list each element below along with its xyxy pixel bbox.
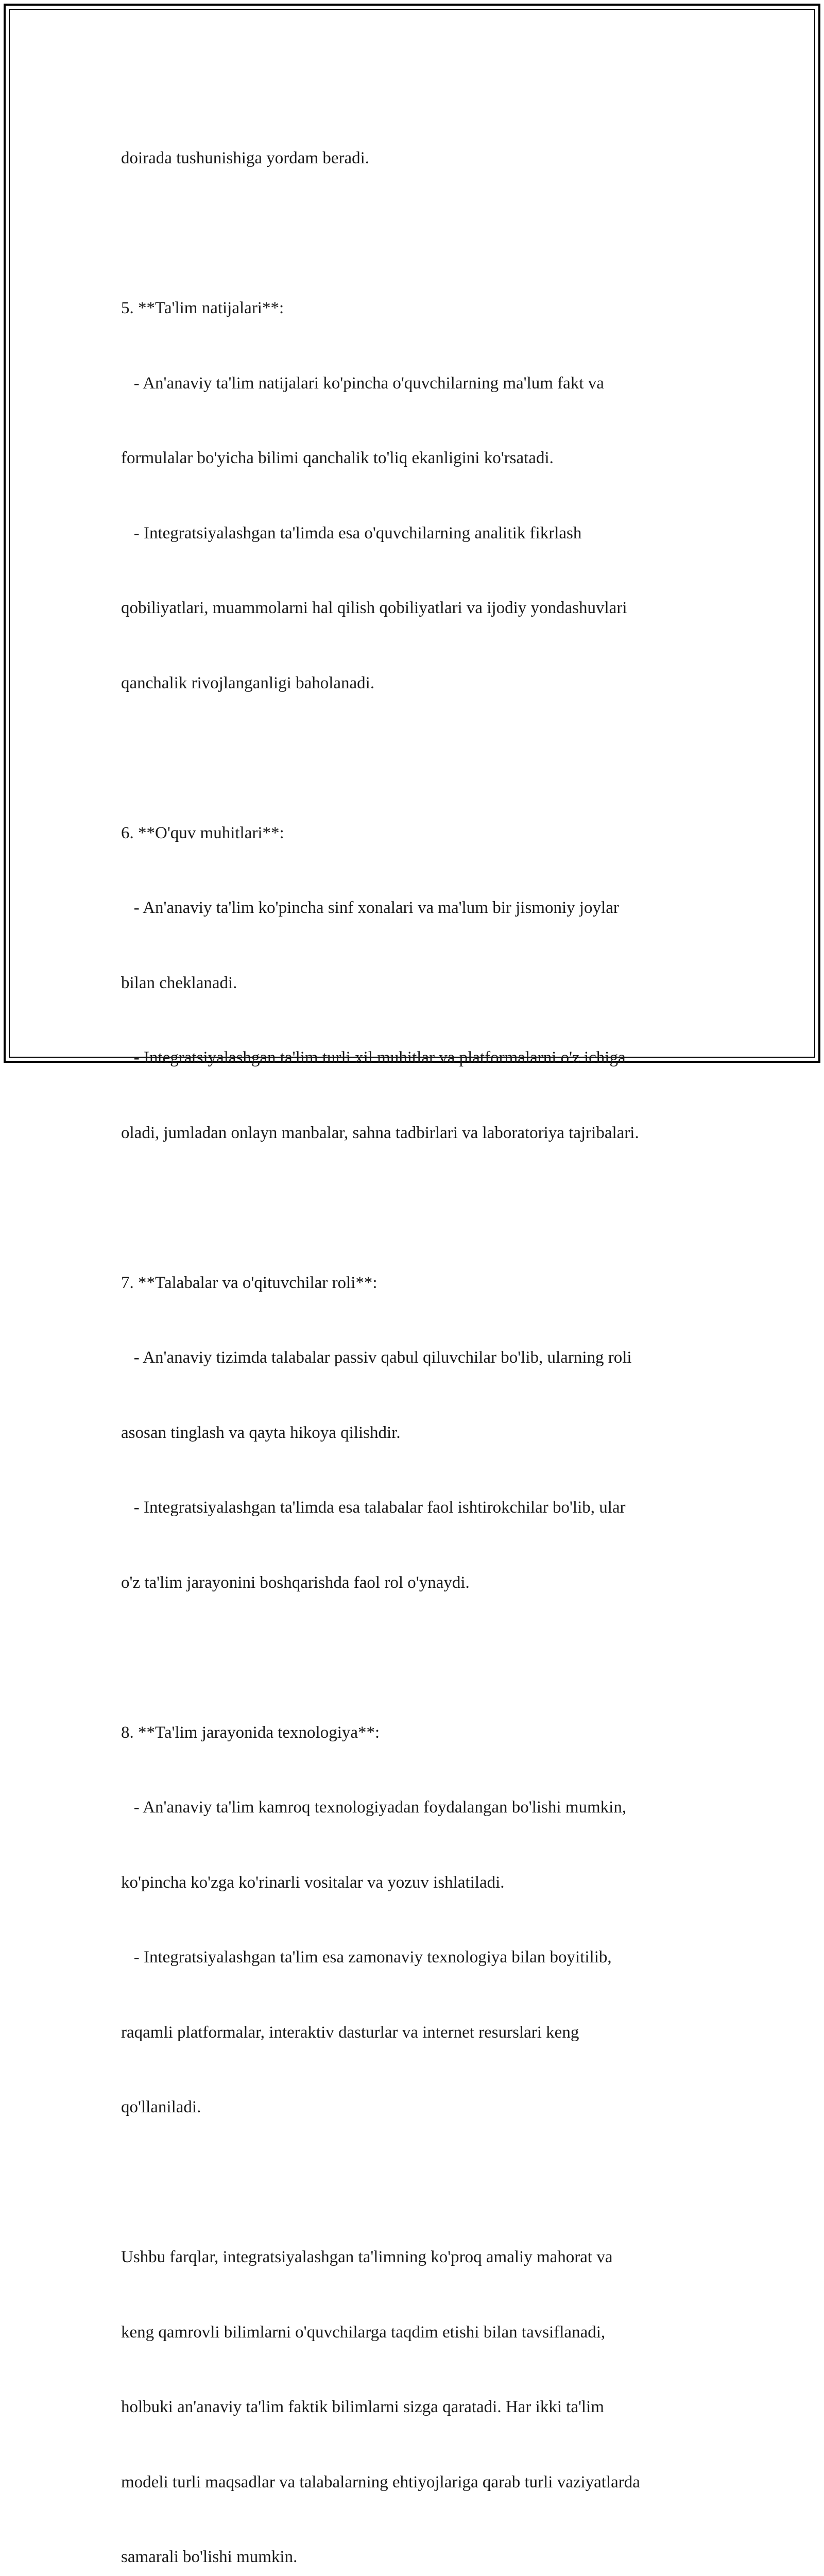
text-line: asosan tinglash va qayta hikoya qilishdir. xyxy=(121,1423,401,1442)
text-line xyxy=(121,221,718,246)
section-heading: 8. **Ta'lim jarayonida texnologiya**: xyxy=(121,1723,380,1742)
text-line: qobiliyatlari, muammolarni hal qilish qobiliyatlari va ijodiy yondashuvlari xyxy=(121,599,627,617)
text-line: qanchalik rivojlanganligi baholanadi. xyxy=(121,673,375,692)
text-line: samarali bo'lishi mumkin. xyxy=(121,2548,298,2566)
text-line: - Integratsiyalashgan ta'limda esa talabalar faol ishtirokchilar bo'lib, ular xyxy=(121,1498,626,1517)
document-body xyxy=(121,96,718,2576)
text-line: Ushbu farqlar, integratsiyalashgan ta'limning ko'proq amaliy mahorat va xyxy=(121,2248,613,2266)
text-line: - An'anaviy ta'lim ko'pincha sinf xonalari va ma'lum bir jismoniy joylar xyxy=(121,899,619,917)
text-line xyxy=(121,1645,718,1670)
section-heading: 7. **Talabalar va o'qituvchilar roli**: xyxy=(121,1273,377,1292)
text-line: - An'anaviy ta'lim kamroq texnologiyadan foydalangan bo'lishi mumkin, xyxy=(121,1798,627,1817)
text-line: bilan cheklanadi. xyxy=(121,973,237,992)
text-line: - Integratsiyalashgan ta'lim esa zamonaviy texnologiya bilan boyitilib, xyxy=(121,1948,612,1967)
text-line: - An'anaviy tizimda talabalar passiv qabul qiluvchilar bo'lib, ularning roli xyxy=(121,1348,632,1367)
text-line: keng qamrovli bilimlarni o'quvchilarga taqdim etishi bilan tavsiflanadi, xyxy=(121,2323,606,2342)
text-line: formulalar bo'yicha bilimi qanchalik to'liq ekanligini ko'rsatadi. xyxy=(121,449,554,467)
section-heading: 6. **O'quv muhitlari**: xyxy=(121,823,284,842)
text-line: doirada tushunishiga yordam beradi. xyxy=(121,149,370,167)
section-heading: 5. **Ta'lim natijalari**: xyxy=(121,299,284,317)
text-line xyxy=(121,1195,718,1221)
text-line: o'z ta'lim jarayonini boshqarishda faol rol o'ynaydi. xyxy=(121,1573,470,1592)
text-line: raqamli platformalar, interaktiv dasturlar va internet resurslari keng xyxy=(121,2023,579,2042)
text-line: ko'pincha ko'zga ko'rinarli vositalar va yozuv ishlatiladi. xyxy=(121,1873,505,1892)
text-line: - Integratsiyalashgan ta'limda esa o'quvchilarning analitik fikrlash xyxy=(121,523,582,543)
text-line: modeli turli maqsadlar va talabalarning ehtiyojlariga qarab turli vaziyatlarda xyxy=(121,2472,640,2492)
text-line: qo'llaniladi. xyxy=(121,2098,201,2116)
text-line: - Integratsiyalashgan ta'lim turli xil muhitlar va platformalarni o'z ichiga xyxy=(121,1048,626,1067)
text-line: oladi, jumladan onlayn manbalar, sahna tadbirlari va laboratoriya tajribalari. xyxy=(121,1123,639,1142)
text-line: - An'anaviy ta'lim natijalari ko'pincha o'quvchilarning ma'lum fakt va xyxy=(121,374,604,393)
text-line xyxy=(121,2170,718,2195)
text-line: holbuki an'anaviy ta'lim faktik bilimlarni sizga qaratadi. Har ikki ta'lim xyxy=(121,2398,604,2416)
text-line xyxy=(121,745,718,771)
